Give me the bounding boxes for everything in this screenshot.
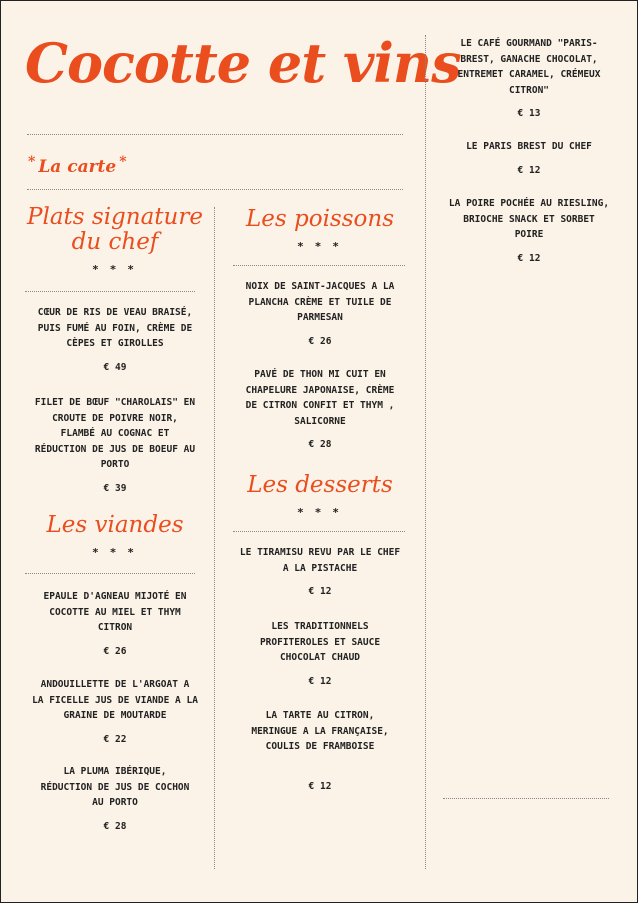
item-line: LA TARTE AU CITRON,: [265, 710, 375, 721]
item-line: RÉDUCTION DE JUS DE COCHON: [40, 781, 190, 793]
item-price: € 26: [308, 335, 332, 347]
item-line: CŒUR DE RIS DE VEAU BRAISÉ,: [37, 307, 193, 318]
item-line: AU PORTO: [92, 797, 138, 808]
divider: [27, 134, 403, 135]
divider: [27, 189, 403, 190]
item-line: LA FICELLE JUS DE VIANDE A LA: [32, 694, 198, 706]
item-line: RÉDUCTION DE JUS DE BOEUF AU: [34, 443, 196, 455]
item-line: LE CAFÉ GOURMAND "PARIS-: [460, 38, 598, 49]
item-line: GRAINE DE MOUTARDE: [63, 710, 167, 721]
menu-item: [25, 677, 205, 745]
item-line: CÈPES ET GIROLLES: [66, 338, 164, 349]
item-line: CHOCOLAT CHAUD: [279, 652, 361, 663]
item-line: PAVÉ DE THON MI CUIT EN: [254, 369, 386, 380]
stars-ornament: * * *: [297, 240, 343, 253]
item-price: € 39: [103, 482, 127, 494]
item-line: COCOTTE AU MIEL ET THYM: [49, 606, 181, 618]
item-line: ENTREMET CARAMEL, CRÉMEUX: [457, 69, 601, 80]
menu-item: [25, 305, 205, 373]
item-price: € 12: [517, 252, 541, 264]
menu-item: [229, 545, 411, 597]
divider: [233, 531, 405, 532]
item-line: LES TRADITIONNELS: [271, 621, 369, 632]
menu-item: [229, 619, 411, 687]
item-line: POIRE: [514, 229, 544, 240]
item-line: PORTO: [100, 459, 130, 470]
item-price: € 13: [517, 108, 541, 119]
item-price: € 28: [103, 820, 127, 832]
item-line: LE TIRAMISU REVU PAR LE CHEF: [239, 547, 401, 558]
item-line: SALICORNE: [294, 415, 346, 427]
menu-item: [229, 708, 411, 792]
item-price: € 28: [308, 439, 332, 450]
item-line: NOIX DE SAINT-JACQUES A LA: [245, 281, 395, 292]
item-line: COULIS DE FRAMBOISE: [265, 741, 375, 752]
item-price: € 12: [308, 780, 332, 792]
section-title-plats-line2: du chef: [71, 229, 159, 255]
divider: [25, 291, 195, 292]
column-divider: [214, 207, 215, 869]
restaurant-title: Cocotte et vins: [25, 31, 461, 95]
item-line: PARMESAN: [297, 312, 343, 323]
menu-item: [229, 279, 411, 347]
item-price: € 26: [103, 645, 127, 657]
column-plats-viandes: [25, 201, 205, 841]
item-line: LE PARIS BREST DU CHEF: [466, 141, 592, 152]
item-line: MERINGUE A LA FRANÇAISE,: [251, 725, 389, 737]
menu-item: [229, 367, 411, 450]
asterisk-icon: *: [28, 154, 36, 170]
item-line: PUIS FUMÉ AU FOIN, CRÈME DE: [37, 322, 193, 334]
divider: [443, 798, 609, 799]
item-line: DE CITRON CONFIT ET THYM ,: [245, 400, 395, 411]
column-poissons-desserts: [229, 201, 411, 841]
item-line: FILET DE BŒUF "CHAROLAIS" EN: [34, 397, 196, 408]
divider: [25, 573, 195, 574]
carte-label: [25, 154, 130, 177]
item-price: € 12: [308, 675, 332, 687]
stars-ornament: * * *: [92, 546, 138, 559]
item-line: A LA PISTACHE: [282, 562, 358, 574]
item-line: PLANCHA CRÈME ET TUILE DE: [248, 296, 392, 308]
section-title-viandes: Les viandes: [46, 512, 184, 538]
stars-ornament: * * *: [92, 263, 138, 276]
item-price: € 12: [308, 586, 332, 597]
section-title-poissons: Les poissons: [246, 206, 394, 232]
item-line: PROFITEROLES ET SAUCE: [259, 636, 381, 648]
section-title-plats-line1: Plats signature: [27, 204, 203, 230]
menu-item: [439, 36, 619, 119]
asterisk-icon: *: [119, 154, 127, 170]
item-price: € 22: [103, 733, 127, 745]
menu-item: [25, 764, 205, 832]
item-line: CROUTE DE POIVRE NOIR,: [52, 412, 178, 424]
column-divider: [425, 35, 426, 869]
item-line: FLAMBÉ AU COGNAC ET: [60, 428, 170, 439]
item-line: BREST, GANACHE CHOCOLAT,: [460, 53, 598, 65]
item-line: LA PLUMA IBÉRIQUE,: [63, 766, 167, 777]
column-desserts-right: [439, 31, 619, 811]
stars-ornament: * * *: [297, 506, 343, 519]
item-line: ANDOUILLETTE DE L'ARGOAT A: [40, 679, 190, 690]
item-line: BRIOCHE SNACK ET SORBET: [463, 213, 595, 225]
item-line: LA POIRE POCHÉE AU RIESLING,: [448, 198, 610, 209]
carte-text: La carte: [38, 157, 117, 177]
item-price: € 49: [103, 361, 127, 373]
item-line: CITRON: [97, 622, 133, 633]
section-title-desserts: Les desserts: [247, 472, 393, 498]
item-line: CITRON": [508, 84, 550, 96]
item-line: EPAULE D'AGNEAU MIJOTÉ EN: [43, 591, 187, 602]
menu-item: [439, 196, 619, 264]
menu-item: [25, 395, 205, 494]
menu-item: [25, 589, 205, 657]
item-line: CHAPELURE JAPONAISE, CRÈME: [245, 384, 395, 396]
item-price: € 12: [517, 164, 541, 176]
menu-item: [439, 139, 619, 176]
divider: [233, 265, 405, 266]
